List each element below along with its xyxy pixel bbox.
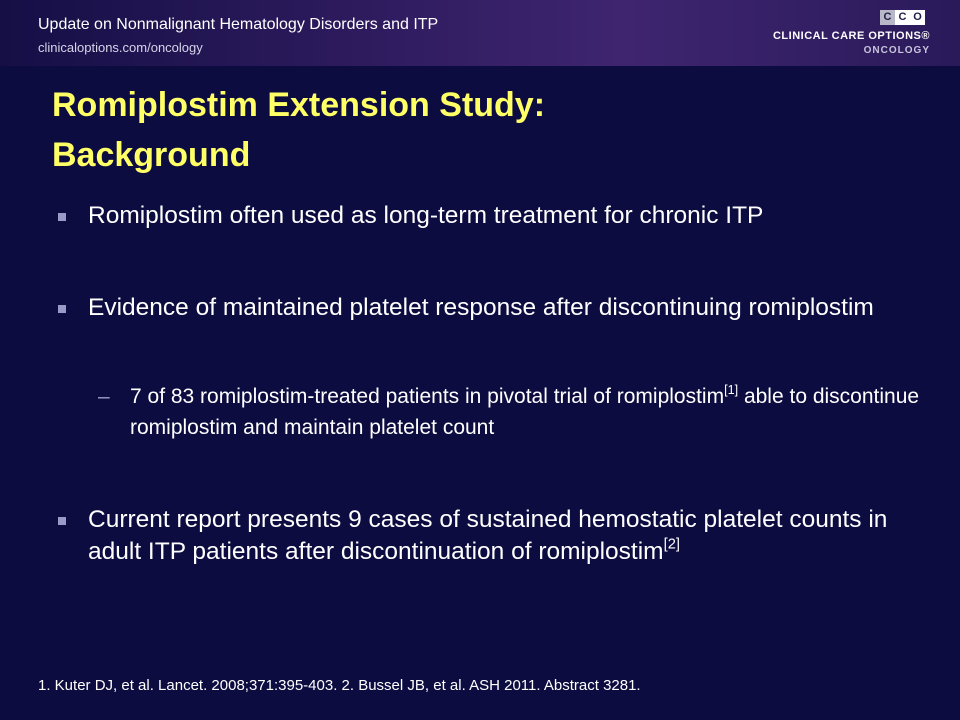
square-bullet-icon — [58, 305, 66, 313]
cco-logo — [880, 10, 925, 25]
slide-title-line2: Background — [52, 136, 251, 174]
logo-letter-o: O — [910, 10, 925, 25]
references-footnote: 1. Kuter DJ, et al. Lancet. 2008;371:395-403. 2. Bussel JB, et al. ASH 2011. Abstract 3281. — [38, 677, 641, 694]
sub-bullet-text-after: able to discontinue romiplostim and maintain platelet count — [130, 385, 920, 439]
bullet-item-1 — [88, 200, 928, 232]
header-url: clinicaloptions.com/oncology — [38, 40, 203, 55]
logo-brand-subtitle: ONCOLOGY — [863, 45, 930, 56]
dash-bullet-icon: – — [98, 385, 110, 408]
square-bullet-icon — [58, 517, 66, 525]
header-title: Update on Nonmalignant Hematology Disorders and ITP — [38, 16, 439, 33]
bullet-text-3: Current report presents 9 cases of sustained hemostatic platelet counts in adult ITP patients after discontinuation of romiplostim — [88, 506, 888, 565]
slide-title — [52, 80, 912, 180]
sub-bullet-item — [98, 381, 920, 443]
bullet-item-2 — [88, 292, 928, 324]
reference-1: [1] — [724, 383, 739, 398]
logo-brand-name: CLINICAL CARE OPTIONS® — [772, 30, 930, 42]
bullet-text-1: Romiplostim often used as long-term treatment for chronic ITP — [88, 202, 764, 229]
bullet-item-3 — [88, 504, 928, 568]
logo-letter-c1: C — [880, 10, 895, 25]
logo-letter-c2: C — [895, 10, 910, 25]
reference-2: [2] — [663, 536, 680, 553]
square-bullet-icon — [58, 213, 66, 221]
sub-bullet-text-before: 7 of 83 romiplostim-treated patients in pivotal trial of romiplostim — [130, 385, 725, 408]
bullet-text-2: Evidence of maintained platelet response after discontinuing romiplostim — [88, 294, 874, 321]
header-bar — [0, 0, 960, 66]
slide-title-line1: Romiplostim Extension Study: — [52, 86, 546, 124]
